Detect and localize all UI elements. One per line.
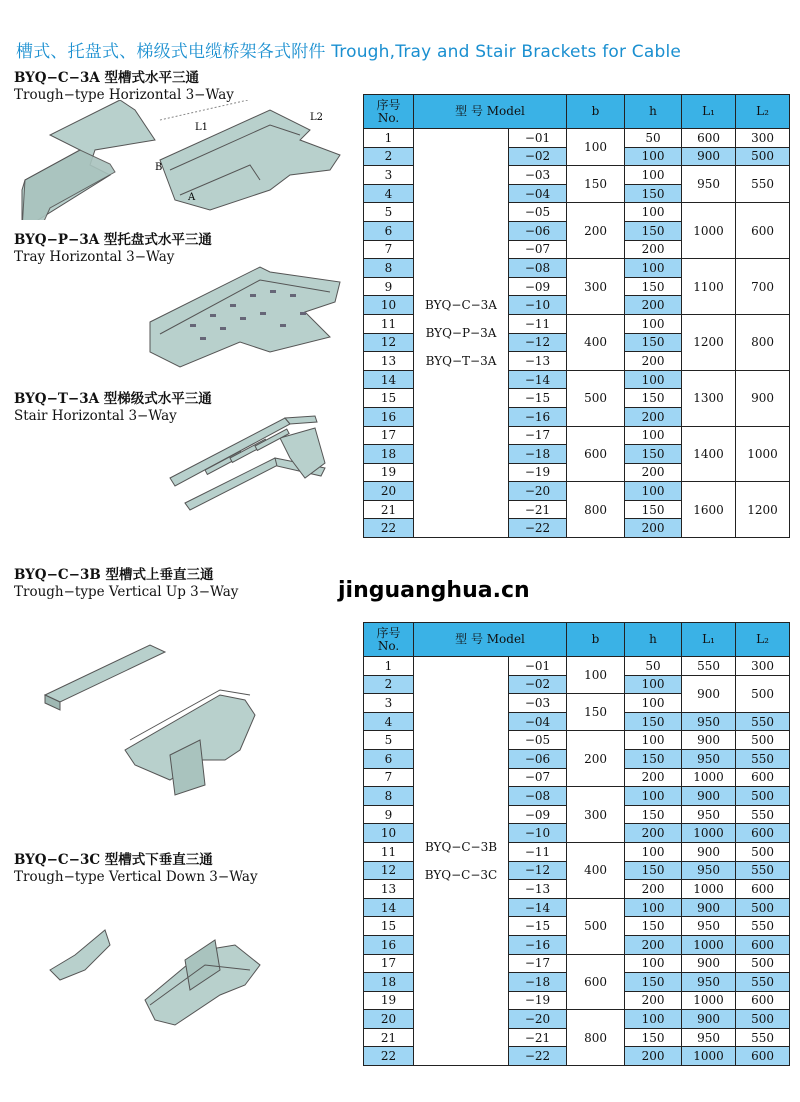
length-l1: 1000 — [682, 768, 736, 787]
height-h: 150 — [625, 389, 682, 408]
variant-code: −10 — [509, 824, 567, 843]
height-h: 150 — [625, 221, 682, 240]
length-l1: 900 — [682, 787, 736, 806]
table-body — [364, 657, 790, 1066]
height-h: 150 — [625, 277, 682, 296]
row-number: 1 — [364, 657, 414, 676]
row-number: 5 — [364, 731, 414, 750]
variant-code: −05 — [509, 203, 567, 222]
height-h: 100 — [625, 842, 682, 861]
row-number: 11 — [364, 842, 414, 861]
height-h: 150 — [625, 861, 682, 880]
width-b: 100 — [567, 129, 625, 166]
caption-en: Trough−type Horizontal 3−Way — [14, 87, 234, 103]
model-code: BYQ−C−3B — [424, 840, 498, 855]
length-l2: 550 — [736, 749, 790, 768]
length-l1: 900 — [682, 954, 736, 973]
row-number: 18 — [364, 973, 414, 992]
height-h: 200 — [625, 463, 682, 482]
length-l2: 500 — [736, 898, 790, 917]
variant-code: −07 — [509, 240, 567, 259]
caption-cn: BYQ−C−3A 型槽式水平三通 — [14, 70, 200, 86]
header-b: b — [567, 95, 625, 129]
row-number: 14 — [364, 370, 414, 389]
height-h: 100 — [625, 166, 682, 185]
variant-code: −11 — [509, 314, 567, 333]
caption-en: Stair Horizontal 3−Way — [14, 408, 177, 424]
variant-code: −04 — [509, 184, 567, 203]
length-l2: 550 — [736, 1028, 790, 1047]
height-h: 150 — [625, 749, 682, 768]
height-h: 100 — [625, 482, 682, 501]
caption-c3a — [14, 70, 234, 104]
length-l2: 500 — [736, 1010, 790, 1029]
length-l1: 900 — [682, 1010, 736, 1029]
height-h: 200 — [625, 1047, 682, 1066]
height-h: 200 — [625, 935, 682, 954]
model-list — [414, 833, 508, 889]
length-l1: 950 — [682, 749, 736, 768]
length-l2: 500 — [736, 731, 790, 750]
width-b: 600 — [567, 954, 625, 1010]
row-number: 3 — [364, 694, 414, 713]
variant-code: −02 — [509, 147, 567, 166]
length-l1: 1100 — [682, 259, 736, 315]
row-number: 10 — [364, 296, 414, 315]
height-h: 150 — [625, 1028, 682, 1047]
length-l2: 500 — [736, 842, 790, 861]
row-number: 1 — [364, 129, 414, 148]
length-l2: 550 — [736, 861, 790, 880]
row-number: 9 — [364, 805, 414, 824]
row-number: 19 — [364, 991, 414, 1010]
row-number: 6 — [364, 749, 414, 768]
variant-code: −18 — [509, 445, 567, 464]
trough-vertical-down-tee-figure — [45, 910, 305, 1040]
page-title: 槽式、托盘式、梯级式电缆桥架各式附件 Trough,Tray and Stair Brackets for Cable — [16, 42, 682, 62]
length-l1: 1000 — [682, 991, 736, 1010]
row-number: 22 — [364, 1047, 414, 1066]
height-h: 100 — [625, 147, 682, 166]
header-model: 型 号 Model — [414, 95, 567, 129]
model-code: BYQ−C−3A — [425, 298, 497, 313]
row-number: 5 — [364, 203, 414, 222]
variant-code: −18 — [509, 973, 567, 992]
length-l1: 900 — [682, 842, 736, 861]
caption-c3b — [14, 567, 238, 601]
row-number: 22 — [364, 519, 414, 538]
length-l2: 550 — [736, 712, 790, 731]
row-number: 9 — [364, 277, 414, 296]
length-l2: 700 — [736, 259, 790, 315]
variant-code: −21 — [509, 500, 567, 519]
row-number: 4 — [364, 712, 414, 731]
variant-code: −22 — [509, 519, 567, 538]
length-l1: 950 — [682, 712, 736, 731]
height-h: 150 — [625, 500, 682, 519]
header-l2: L₂ — [736, 95, 790, 129]
length-l1: 600 — [682, 129, 736, 148]
length-l1: 1000 — [682, 935, 736, 954]
length-l2: 300 — [736, 657, 790, 676]
model-list — [414, 291, 508, 375]
variant-code: −03 — [509, 166, 567, 185]
length-l1: 1000 — [682, 880, 736, 899]
width-b: 500 — [567, 898, 625, 954]
variant-code: −07 — [509, 768, 567, 787]
width-b: 100 — [567, 657, 625, 694]
row-number: 15 — [364, 389, 414, 408]
height-h: 100 — [625, 203, 682, 222]
width-b: 500 — [567, 370, 625, 426]
height-h: 200 — [625, 824, 682, 843]
length-l1: 1000 — [682, 203, 736, 259]
row-number: 6 — [364, 221, 414, 240]
length-l1: 950 — [682, 805, 736, 824]
row-number: 16 — [364, 935, 414, 954]
variant-code: −13 — [509, 352, 567, 371]
height-h: 100 — [625, 787, 682, 806]
width-b: 150 — [567, 694, 625, 731]
header-b: b — [567, 623, 625, 657]
variant-code: −08 — [509, 787, 567, 806]
row-number: 19 — [364, 463, 414, 482]
spec-table-vertical — [363, 622, 790, 1066]
length-l1: 900 — [682, 147, 736, 166]
width-b: 800 — [567, 482, 625, 538]
caption-cn: BYQ−C−3C 型槽式下垂直三通 — [14, 852, 213, 868]
variant-code: −08 — [509, 259, 567, 278]
height-h: 200 — [625, 991, 682, 1010]
row-number: 21 — [364, 1028, 414, 1047]
variant-code: −09 — [509, 805, 567, 824]
row-number: 10 — [364, 824, 414, 843]
length-l1: 900 — [682, 731, 736, 750]
length-l2: 550 — [736, 973, 790, 992]
row-number: 21 — [364, 500, 414, 519]
variant-code: −16 — [509, 935, 567, 954]
length-l1: 1000 — [682, 824, 736, 843]
height-h: 100 — [625, 898, 682, 917]
dim-label-b: B — [155, 162, 163, 173]
row-number: 7 — [364, 240, 414, 259]
length-l1: 950 — [682, 973, 736, 992]
caption-p3a — [14, 232, 212, 266]
height-h: 100 — [625, 1010, 682, 1029]
row-number: 17 — [364, 954, 414, 973]
model-code: BYQ−C−3C — [424, 868, 498, 883]
height-h: 100 — [625, 954, 682, 973]
caption-cn: BYQ−C−3B 型槽式上垂直三通 — [14, 567, 214, 583]
dim-label-l1: L1 — [195, 122, 209, 133]
variant-code: −15 — [509, 917, 567, 936]
header-model: 型 号 Model — [414, 623, 567, 657]
row-number: 2 — [364, 147, 414, 166]
row-number: 15 — [364, 917, 414, 936]
width-b: 200 — [567, 731, 625, 787]
variant-code: −22 — [509, 1047, 567, 1066]
length-l2: 550 — [736, 917, 790, 936]
height-h: 100 — [625, 426, 682, 445]
caption-en: Tray Horizontal 3−Way — [14, 249, 175, 265]
length-l2: 600 — [736, 824, 790, 843]
model-code: BYQ−T−3A — [425, 354, 497, 369]
height-h: 100 — [625, 675, 682, 694]
length-l2: 500 — [736, 147, 790, 166]
length-l2: 600 — [736, 768, 790, 787]
length-l2: 600 — [736, 203, 790, 259]
header-no: 序号 No. — [364, 95, 414, 129]
caption-c3c — [14, 852, 258, 886]
variant-code: −15 — [509, 389, 567, 408]
caption-en: Trough−type Vertical Up 3−Way — [14, 584, 239, 600]
length-l2: 1000 — [736, 426, 790, 482]
length-l1: 550 — [682, 657, 736, 676]
header-l1: L₁ — [682, 623, 736, 657]
row-number: 2 — [364, 675, 414, 694]
height-h: 200 — [625, 352, 682, 371]
row-number: 17 — [364, 426, 414, 445]
row-number: 16 — [364, 407, 414, 426]
width-b: 300 — [567, 787, 625, 843]
length-l1: 1000 — [682, 1047, 736, 1066]
height-h: 150 — [625, 445, 682, 464]
length-l2: 500 — [736, 675, 790, 712]
variant-code: −17 — [509, 954, 567, 973]
variant-code: −13 — [509, 880, 567, 899]
length-l2: 600 — [736, 935, 790, 954]
width-b: 600 — [567, 426, 625, 482]
width-b: 400 — [567, 842, 625, 898]
height-h: 100 — [625, 694, 682, 713]
header-h: h — [625, 95, 682, 129]
height-h: 200 — [625, 880, 682, 899]
length-l2: 600 — [736, 991, 790, 1010]
row-number: 8 — [364, 787, 414, 806]
tray-horizontal-tee-figure — [140, 262, 350, 372]
row-number: 12 — [364, 333, 414, 352]
height-h: 200 — [625, 407, 682, 426]
variant-code: −20 — [509, 1010, 567, 1029]
variant-code: −05 — [509, 731, 567, 750]
dim-label-a: A — [188, 192, 196, 203]
header-h: h — [625, 623, 682, 657]
trough-horizontal-tee-figure — [10, 100, 350, 220]
model-code: BYQ−P−3A — [425, 326, 497, 341]
length-l2: 600 — [736, 880, 790, 899]
length-l1: 950 — [682, 166, 736, 203]
length-l1: 950 — [682, 917, 736, 936]
variant-code: −02 — [509, 675, 567, 694]
variant-code: −06 — [509, 749, 567, 768]
caption-cn: BYQ−P−3A 型托盘式水平三通 — [14, 232, 212, 248]
length-l1: 1600 — [682, 482, 736, 538]
spec-table-horizontal — [363, 94, 790, 538]
variant-code: −12 — [509, 861, 567, 880]
table-row — [364, 657, 790, 676]
height-h: 100 — [625, 314, 682, 333]
width-b: 200 — [567, 203, 625, 259]
header-l2: L₂ — [736, 623, 790, 657]
height-h: 100 — [625, 370, 682, 389]
width-b: 800 — [567, 1010, 625, 1066]
variant-code: −19 — [509, 991, 567, 1010]
variant-code: −03 — [509, 694, 567, 713]
row-number: 13 — [364, 880, 414, 899]
height-h: 150 — [625, 917, 682, 936]
variant-code: −19 — [509, 463, 567, 482]
height-h: 150 — [625, 805, 682, 824]
row-number: 18 — [364, 445, 414, 464]
variant-code: −14 — [509, 370, 567, 389]
length-l1: 1400 — [682, 426, 736, 482]
height-h: 150 — [625, 712, 682, 731]
table-row — [364, 129, 790, 148]
height-h: 200 — [625, 240, 682, 259]
length-l2: 550 — [736, 805, 790, 824]
stair-horizontal-tee-figure — [165, 408, 335, 518]
width-b: 400 — [567, 314, 625, 370]
variant-code: −10 — [509, 296, 567, 315]
variant-code: −09 — [509, 277, 567, 296]
height-h: 50 — [625, 657, 682, 676]
row-number: 20 — [364, 482, 414, 501]
row-number: 8 — [364, 259, 414, 278]
dim-label-l2: L2 — [310, 112, 324, 123]
row-number: 14 — [364, 898, 414, 917]
caption-cn: BYQ−T−3A 型梯级式水平三通 — [14, 391, 212, 407]
header-no: 序号 No. — [364, 623, 414, 657]
row-number: 12 — [364, 861, 414, 880]
height-h: 50 — [625, 129, 682, 148]
variant-code: −21 — [509, 1028, 567, 1047]
row-number: 13 — [364, 352, 414, 371]
height-h: 150 — [625, 184, 682, 203]
variant-code: −04 — [509, 712, 567, 731]
variant-code: −01 — [509, 657, 567, 676]
trough-vertical-up-tee-figure — [40, 640, 300, 800]
row-number: 7 — [364, 768, 414, 787]
length-l2: 900 — [736, 370, 790, 426]
width-b: 150 — [567, 166, 625, 203]
length-l1: 900 — [682, 898, 736, 917]
height-h: 100 — [625, 731, 682, 750]
row-number: 11 — [364, 314, 414, 333]
variant-code: −06 — [509, 221, 567, 240]
height-h: 100 — [625, 259, 682, 278]
height-h: 200 — [625, 296, 682, 315]
variant-code: −14 — [509, 898, 567, 917]
width-b: 300 — [567, 259, 625, 315]
model-name — [414, 657, 509, 1066]
row-number: 4 — [364, 184, 414, 203]
length-l2: 300 — [736, 129, 790, 148]
variant-code: −17 — [509, 426, 567, 445]
watermark: jinguanghua.cn — [338, 578, 530, 603]
height-h: 200 — [625, 519, 682, 538]
variant-code: −11 — [509, 842, 567, 861]
height-h: 150 — [625, 973, 682, 992]
variant-code: −20 — [509, 482, 567, 501]
caption-en: Trough−type Vertical Down 3−Way — [14, 869, 258, 885]
height-h: 150 — [625, 333, 682, 352]
length-l2: 600 — [736, 1047, 790, 1066]
length-l2: 550 — [736, 166, 790, 203]
length-l1: 950 — [682, 1028, 736, 1047]
length-l1: 1300 — [682, 370, 736, 426]
length-l2: 500 — [736, 954, 790, 973]
variant-code: −01 — [509, 129, 567, 148]
row-number: 20 — [364, 1010, 414, 1029]
length-l2: 800 — [736, 314, 790, 370]
row-number: 3 — [364, 166, 414, 185]
height-h: 200 — [625, 768, 682, 787]
header-l1: L₁ — [682, 95, 736, 129]
length-l2: 1200 — [736, 482, 790, 538]
model-name — [414, 129, 509, 538]
length-l1: 950 — [682, 861, 736, 880]
length-l1: 900 — [682, 675, 736, 712]
table-body — [364, 129, 790, 538]
length-l2: 500 — [736, 787, 790, 806]
variant-code: −16 — [509, 407, 567, 426]
length-l1: 1200 — [682, 314, 736, 370]
variant-code: −12 — [509, 333, 567, 352]
